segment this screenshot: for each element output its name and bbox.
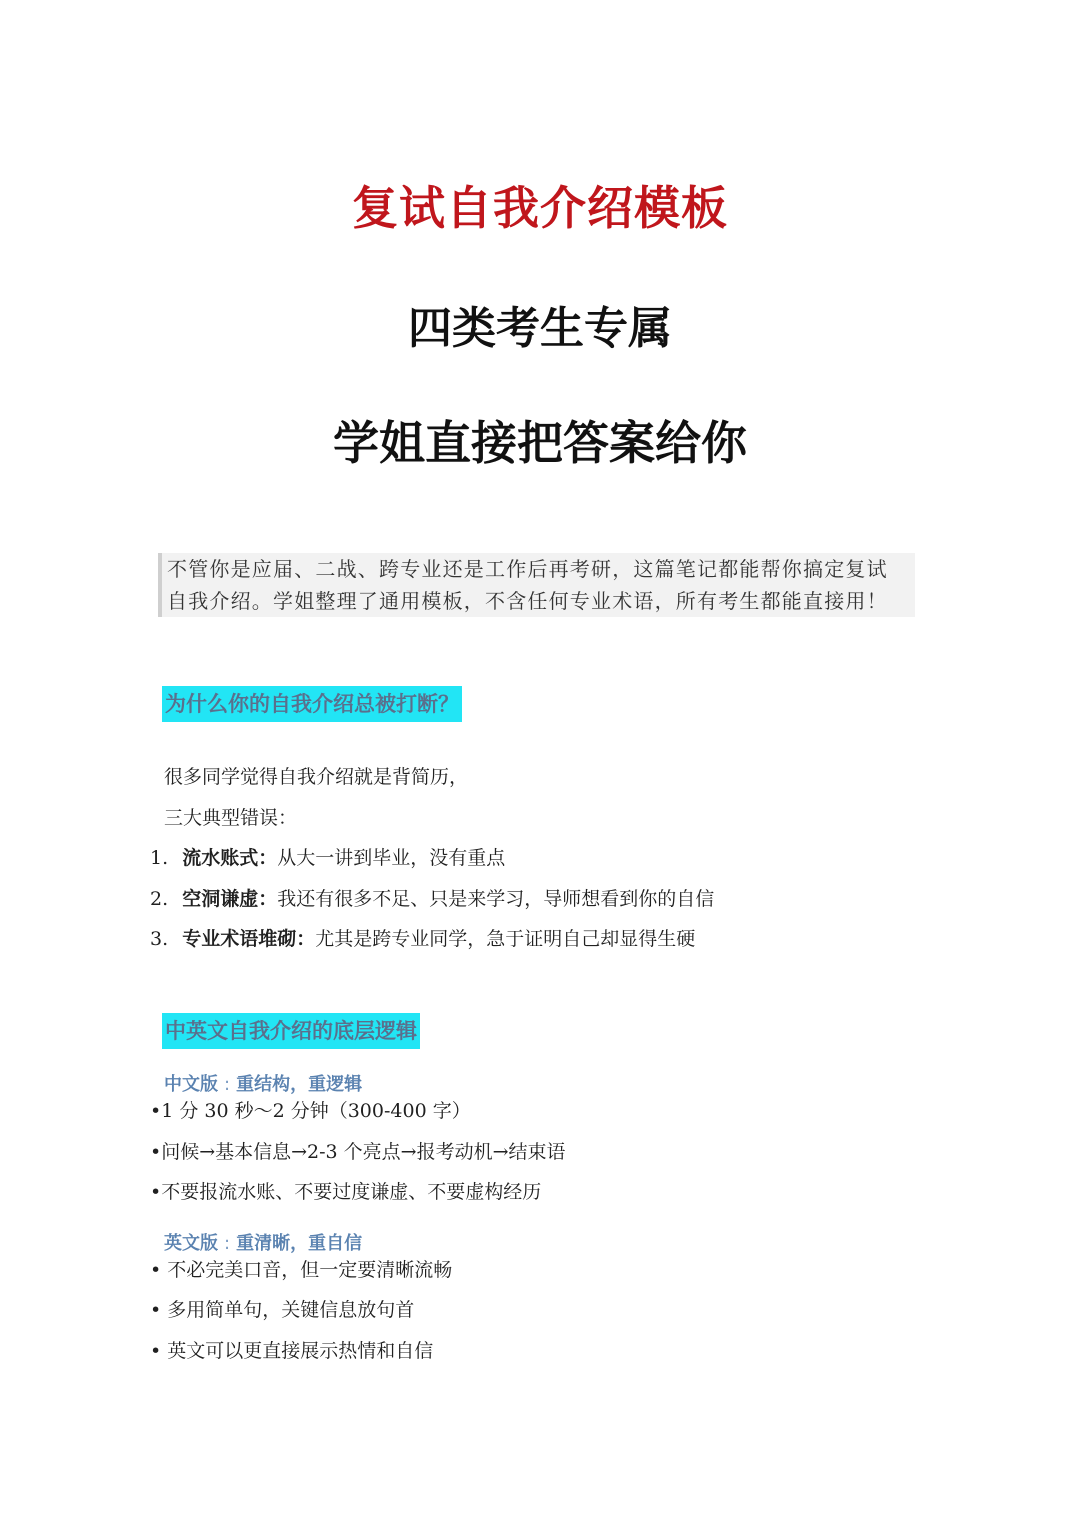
bullet-item: • 不必完美口音，但一定要清晰流畅 xyxy=(150,1259,453,1281)
intro-quote-line: 不管你是应届、二战、跨专业还是工作后再考研，这篇笔记都能帮你搞定复试 xyxy=(167,557,888,581)
paragraph: 很多同学觉得自我介绍就是背简历， xyxy=(164,766,469,788)
document-subtitle: 四类考生专属 xyxy=(408,303,672,354)
error-text: 我还有很多不足、只是来学习，导师想看到你的自信 xyxy=(277,888,715,910)
bullet-item: • 英文可以更直接展示热情和自信 xyxy=(150,1340,434,1362)
bullet-item: •1 分 30 秒～2 分钟（300-400 字） xyxy=(150,1100,471,1122)
section-heading-why-interrupted: 为什么你的自我介绍总被打断？ xyxy=(162,686,462,722)
paragraph: 三大典型错误： xyxy=(164,807,298,829)
bullet-item: •问候→基本信息→2-3 个亮点→报考动机→结束语 xyxy=(150,1141,566,1163)
list-number: 2. xyxy=(150,888,169,910)
error-list-item xyxy=(150,927,695,951)
section-heading-underlying-logic: 中英文自我介绍的底层逻辑 xyxy=(162,1013,420,1049)
document-tagline: 学姐直接把答案给你 xyxy=(333,416,747,470)
error-list-item xyxy=(150,887,714,911)
intro-quote-block xyxy=(158,553,915,617)
list-number: 1. xyxy=(150,847,169,869)
error-text: 从大一讲到毕业，没有重点 xyxy=(277,847,506,869)
error-label: 流水账式： xyxy=(182,847,278,869)
error-label: 专业术语堆砌： xyxy=(182,928,316,950)
error-label: 空洞谦虚： xyxy=(182,888,278,910)
subheading-label: 英文版 xyxy=(164,1233,218,1254)
subheading-focus: 重清晰，重自信 xyxy=(236,1233,363,1254)
subheading-separator: : xyxy=(224,1074,231,1095)
bullet-item: • 多用简单句，关键信息放句首 xyxy=(150,1299,415,1321)
document-title: 复试自我介绍模板 xyxy=(352,181,728,235)
error-list-item xyxy=(150,846,505,870)
subheading-focus: 重结构，重逻辑 xyxy=(236,1074,363,1095)
error-text: 尤其是跨专业同学，急于证明自己却显得生硬 xyxy=(315,928,696,950)
chinese-version-subheading xyxy=(164,1070,362,1096)
list-number: 3. xyxy=(150,928,169,950)
bullet-item: •不要报流水账、不要过度谦虚、不要虚构经历 xyxy=(150,1181,542,1203)
english-version-subheading xyxy=(164,1229,362,1255)
subheading-label: 中文版 xyxy=(164,1074,218,1095)
subheading-separator: : xyxy=(224,1233,231,1254)
intro-quote-line: 自我介绍。学姐整理了通用模板，不含任何专业术语，所有考生都能直接用！ xyxy=(167,589,888,613)
